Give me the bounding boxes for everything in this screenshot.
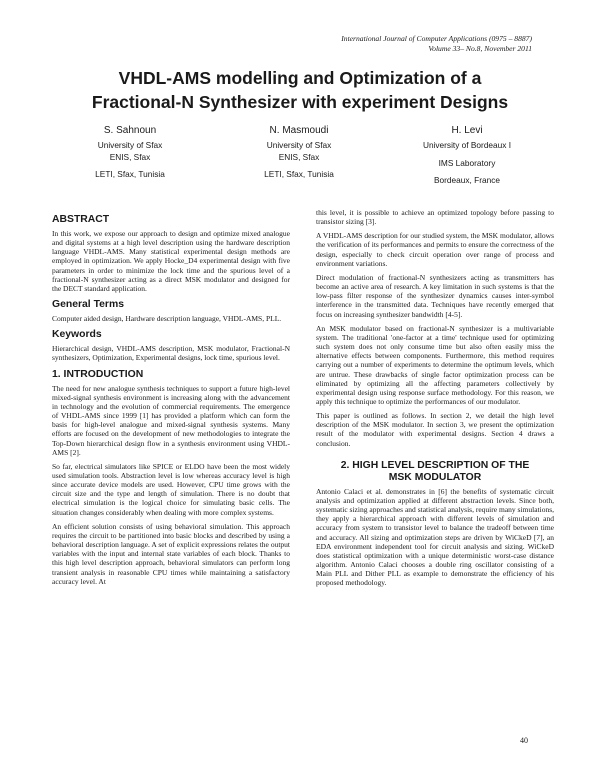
body-paragraph: An MSK modulator based on fractional-N synthesizer is a multivariable system. The traditional 'one-factor at a time' technique used for optimizing such system does not only consume time but also often easily miss the alternative effects between components. Furthermore, this method requires carrying out a number of experiments to determine the optimum levels, which are untrue. These drawbacks of single factor optimization process can be eliminated by optimizing all the affecting parameters collectively by experimental design using response surface methodology. For this reason, we apply this technique to optimize the performances of our modulator. [316, 323, 554, 406]
author-affiliation: LETI, Sfax, Tunisia [264, 169, 334, 179]
keywords-text: Hierarchical design, VHDL-AMS description, MSK modulator, Fractional-N synthesizers, Optimization, Experimental designs, lock time, spurious level. [52, 344, 290, 363]
author-name: N. Masmoudi [269, 125, 329, 136]
intro-paragraph-2: So far, electrical simulators like SPICE or ELDO have been the most widely used simulation tools. Abstraction level is low whereas accuracy level is high since accurate device models are used. However, CPU time grows with the circuit size and the type and length of simulation. There is no doubt that electrical simulation is the logical choice for simulating basic cells. The situation changes considerably when dealing with more complex systems. [52, 461, 290, 517]
section-2-heading-line-1: 2. HIGH LEVEL DESCRIPTION OF THE [340, 459, 530, 471]
left-column [52, 208, 290, 591]
author-name: H. Levi [451, 125, 483, 136]
journal-line-2: Volume 33– No.8, November 2011 [428, 43, 532, 53]
author-block-1 [55, 124, 205, 181]
author-affiliation: IMS Laboratory [438, 157, 496, 168]
introduction-heading: 1. INTRODUCTION [52, 368, 144, 380]
general-terms-text: Computer aided design, Hardware description language, VHDL-AMS, PLL. [52, 314, 282, 324]
author-affiliation: LETI, Sfax, Tunisia [95, 169, 165, 179]
author-block-2 [224, 124, 374, 181]
general-terms-heading: General Terms [52, 299, 124, 311]
intro-paragraph-1: The need for new analogue synthesis techniques to support a future high-level mixed-signal synthesis environment is increasing along with the advancement in technology and the evolution of commercial requirements. The emergence of VHDL-AMS since 1999 [1] has provided a platform which can form the basis for high-level analogue and mixed-signal synthesis systems. Many efforts are focused on the development of new methodologies to integrate the Top-Down hierarchical design flow in a synthesis environment using VHDL-AMS [2]. [52, 383, 290, 457]
author-block-3 [392, 124, 542, 187]
journal-header [341, 34, 532, 53]
body-paragraph: Direct modulation of fractional-N synthesizers acting as transmitters has become an active area of research. A key limitation in such systems is that the low-pass filter response of the synthesizer dynamics causes inter-symbol interference in the transmitted data. Techniques have recently emerged that focus on increasing synthesizer bandwidth [4-5]. [316, 272, 554, 319]
abstract-text: In this work, we expose our approach to design and optimize mixed analogue and digital systems at a high level description using the hardware description language VHDL-AMS. Many statistical experimental design methods are employed in optimization. We apply Hocke_D4 experimental design with five parameters in order to minimize the lock time and the spurious level of a fractional-N synthesizer acting as a direct MSK modulator and designed for the DECT standard application. [52, 229, 290, 293]
intro-paragraph-3: An efficient solution consists of using behavioral simulation. This approach requires the circuit to be partitioned into basic blocks and described by using a behavioral description language. A set of explicit expressions relates the output variables with the input and internal state variables of each block. Thanks to this high level description approach, behavioral simulators can perform long transient analysis in reasonable CPU times while maintaining a satisfactory accuracy level. At [52, 521, 290, 586]
right-column [316, 208, 554, 592]
section-2-heading [316, 460, 554, 484]
paper-title [40, 66, 560, 114]
author-affiliation: University of Sfax [97, 140, 163, 150]
title-line-1: VHDL-AMS modelling and Optimization of a [118, 68, 482, 88]
page-number: 40 [520, 736, 528, 745]
title-line-2: Fractional-N Synthesizer with experiment Designs [91, 92, 509, 112]
author-affiliation: University of Bordeaux I [422, 140, 512, 150]
keywords-heading: Keywords [52, 329, 102, 341]
author-name: S. Sahnoun [103, 125, 157, 136]
author-affiliation: Bordeaux, France [434, 175, 500, 185]
body-paragraph: A VHDL-AMS description for our studied system, the MSK modulator, allows the verification of its performances and permits to ensure the correctness of the design, especially to check circuit operation over range of process and environment variations. [316, 231, 554, 268]
abstract-heading: ABSTRACT [52, 214, 110, 225]
journal-line-1: International Journal of Computer Applications (0975 – 8887) [341, 34, 532, 43]
body-paragraph: this level, it is possible to achieve an optimized topology before passing to transistor sizing [3]. [316, 208, 554, 227]
section-2-heading-line-2: MSK MODULATOR [388, 471, 482, 483]
author-affiliation: ENIS, Sfax [278, 151, 320, 162]
author-affiliation: University of Sfax [266, 140, 332, 150]
body-paragraph: Antonio Calaci et al. demonstrates in [6] the benefits of systematic circuit analysis and optimization applied at different abstraction levels. Since both, systematic sizing approaches and statistical analysis, require many simulations, they apply a hierarchical approach with different levels of simulation and accuracy from system to transistor level to balance the tradeoff between time and accuracy. All sizing and optimization steps are driven by WiCkeD [7], an EDA environment independent tool for circuit analysis and sizing. WiCkeD does statistical optimization with a unique deterministic worst-case distance algorithm. Antonio Calaci chooses a double ring oscillator consisting of a Main PLL and Dither PLL as example to demonstrate the efficiency of his proposed methodology. [316, 486, 554, 588]
body-paragraph: This paper is outlined as follows. In section 2, we detail the high level description of the MSK modulator. In section 3, we present the optimization result of the modulator with experimental designs. Section 4 draws a conclusion. [316, 411, 554, 448]
author-affiliation: ENIS, Sfax [109, 151, 151, 162]
